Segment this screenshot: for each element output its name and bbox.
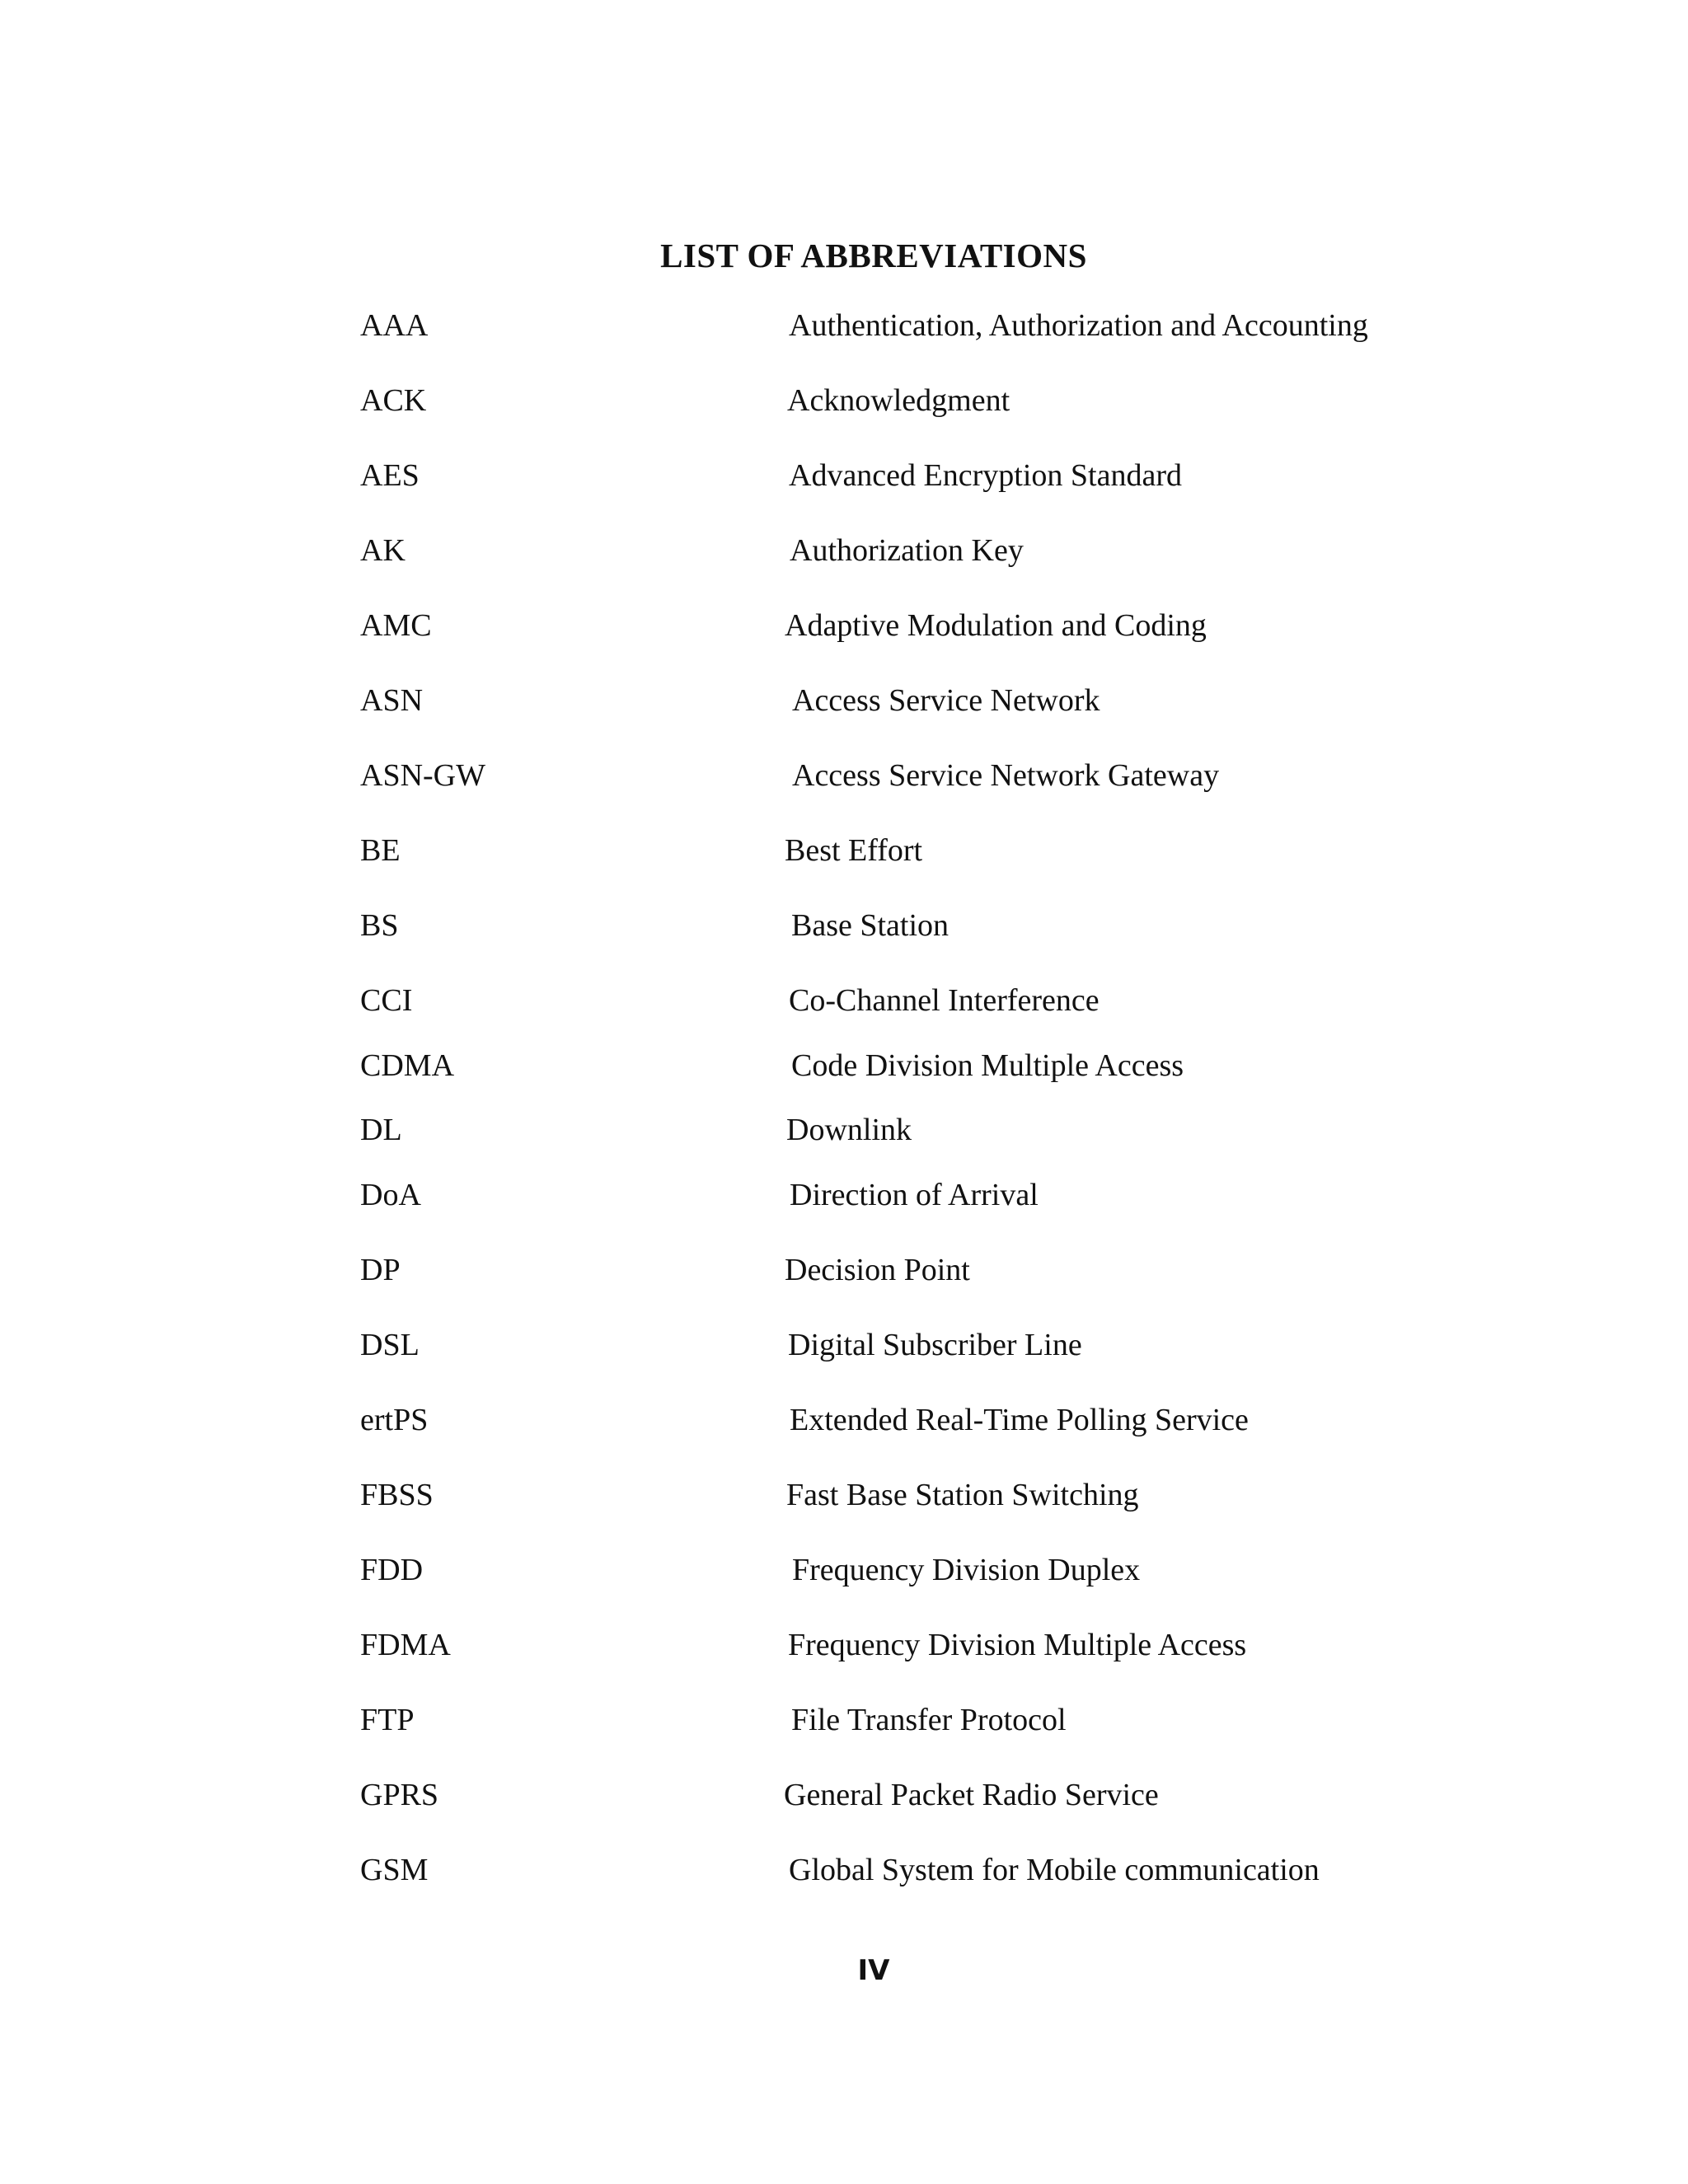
abbreviation-definition: Authorization Key: [790, 533, 1024, 568]
abbreviation-definition: Code Division Multiple Access: [791, 1048, 1184, 1083]
abbreviation-definition: Acknowledgment: [787, 383, 1010, 418]
abbreviation-definition: Direction of Arrival: [790, 1178, 1039, 1212]
abbreviation-row: [0, 1395, 1688, 1445]
abbreviation-definition: Extended Real-Time Polling Service: [790, 1403, 1249, 1437]
abbreviation-term: ACK: [360, 383, 427, 418]
abbreviation-row: [0, 1770, 1688, 1820]
abbreviation-term: CDMA: [360, 1048, 455, 1083]
abbreviation-definition: Fast Base Station Switching: [786, 1478, 1139, 1512]
abbreviation-term: FBSS: [360, 1478, 434, 1512]
abbreviation-term: ertPS: [360, 1403, 429, 1437]
abbreviation-term: DP: [360, 1253, 401, 1287]
abbreviation-definition: Best Effort: [785, 833, 923, 868]
abbreviation-definition: Decision Point: [785, 1253, 970, 1287]
abbreviation-row: [0, 1170, 1688, 1220]
abbreviation-term: AES: [360, 458, 420, 493]
abbreviation-definition: Frequency Division Multiple Access: [788, 1628, 1247, 1662]
abbreviation-row: [0, 976, 1688, 1025]
abbreviation-term: CCI: [360, 983, 413, 1018]
abbreviation-row: [0, 826, 1688, 875]
abbreviation-definition: Global System for Mobile communication: [789, 1853, 1320, 1887]
abbreviation-term: DSL: [360, 1328, 420, 1362]
abbreviation-definition: Base Station: [791, 908, 950, 943]
abbreviation-row: [0, 1041, 1688, 1090]
abbreviation-term: FDMA: [360, 1628, 451, 1662]
abbreviation-term: AK: [360, 533, 406, 568]
abbreviation-term: GPRS: [360, 1778, 439, 1812]
abbreviation-row: [0, 1545, 1688, 1595]
abbreviation-term: FDD: [360, 1553, 424, 1587]
abbreviation-row: [0, 526, 1688, 575]
abbreviation-row: [0, 1105, 1688, 1155]
abbreviation-term: DoA: [360, 1178, 421, 1212]
abbreviation-row: [0, 451, 1688, 500]
page-number: IV: [857, 1954, 890, 1987]
abbreviation-definition: Access Service Network: [792, 683, 1100, 718]
abbreviation-definition: Authentication, Authorization and Accounting: [789, 308, 1368, 343]
abbreviation-row: [0, 751, 1688, 800]
abbreviation-row: [0, 1320, 1688, 1370]
abbreviation-row: [0, 901, 1688, 950]
abbreviation-row: [0, 1695, 1688, 1745]
abbreviation-row: [0, 1620, 1688, 1670]
abbreviation-definition: Advanced Encryption Standard: [789, 458, 1182, 493]
abbreviation-term: ASN: [360, 683, 424, 718]
abbreviation-term: BE: [360, 833, 401, 868]
abbreviation-definition: Frequency Division Duplex: [792, 1553, 1141, 1587]
abbreviation-row: [0, 1470, 1688, 1520]
abbreviation-term: AAA: [360, 308, 429, 343]
abbreviation-definition: File Transfer Protocol: [791, 1703, 1067, 1737]
abbreviation-term: DL: [360, 1113, 402, 1147]
abbreviation-term: GSM: [360, 1853, 429, 1887]
page-title: LIST OF ABBREVIATIONS: [660, 237, 1087, 274]
abbreviation-definition: Access Service Network Gateway: [792, 758, 1220, 793]
abbreviation-term: FTP: [360, 1703, 415, 1737]
abbreviation-term: BS: [360, 908, 399, 943]
abbreviation-definition: General Packet Radio Service: [784, 1778, 1159, 1812]
abbreviation-row: [0, 301, 1688, 350]
abbreviation-term: AMC: [360, 608, 432, 643]
abbreviation-row: [0, 601, 1688, 650]
abbreviation-definition: Downlink: [786, 1113, 912, 1147]
abbreviation-row: [0, 676, 1688, 725]
abbreviation-definition: Adaptive Modulation and Coding: [785, 608, 1207, 643]
abbreviation-term: ASN-GW: [360, 758, 485, 793]
abbreviation-row: [0, 1245, 1688, 1295]
abbreviation-row: [0, 1845, 1688, 1895]
abbreviation-row: [0, 376, 1688, 425]
abbreviation-definition: Co-Channel Interference: [789, 983, 1100, 1018]
abbreviation-definition: Digital Subscriber Line: [788, 1328, 1082, 1362]
